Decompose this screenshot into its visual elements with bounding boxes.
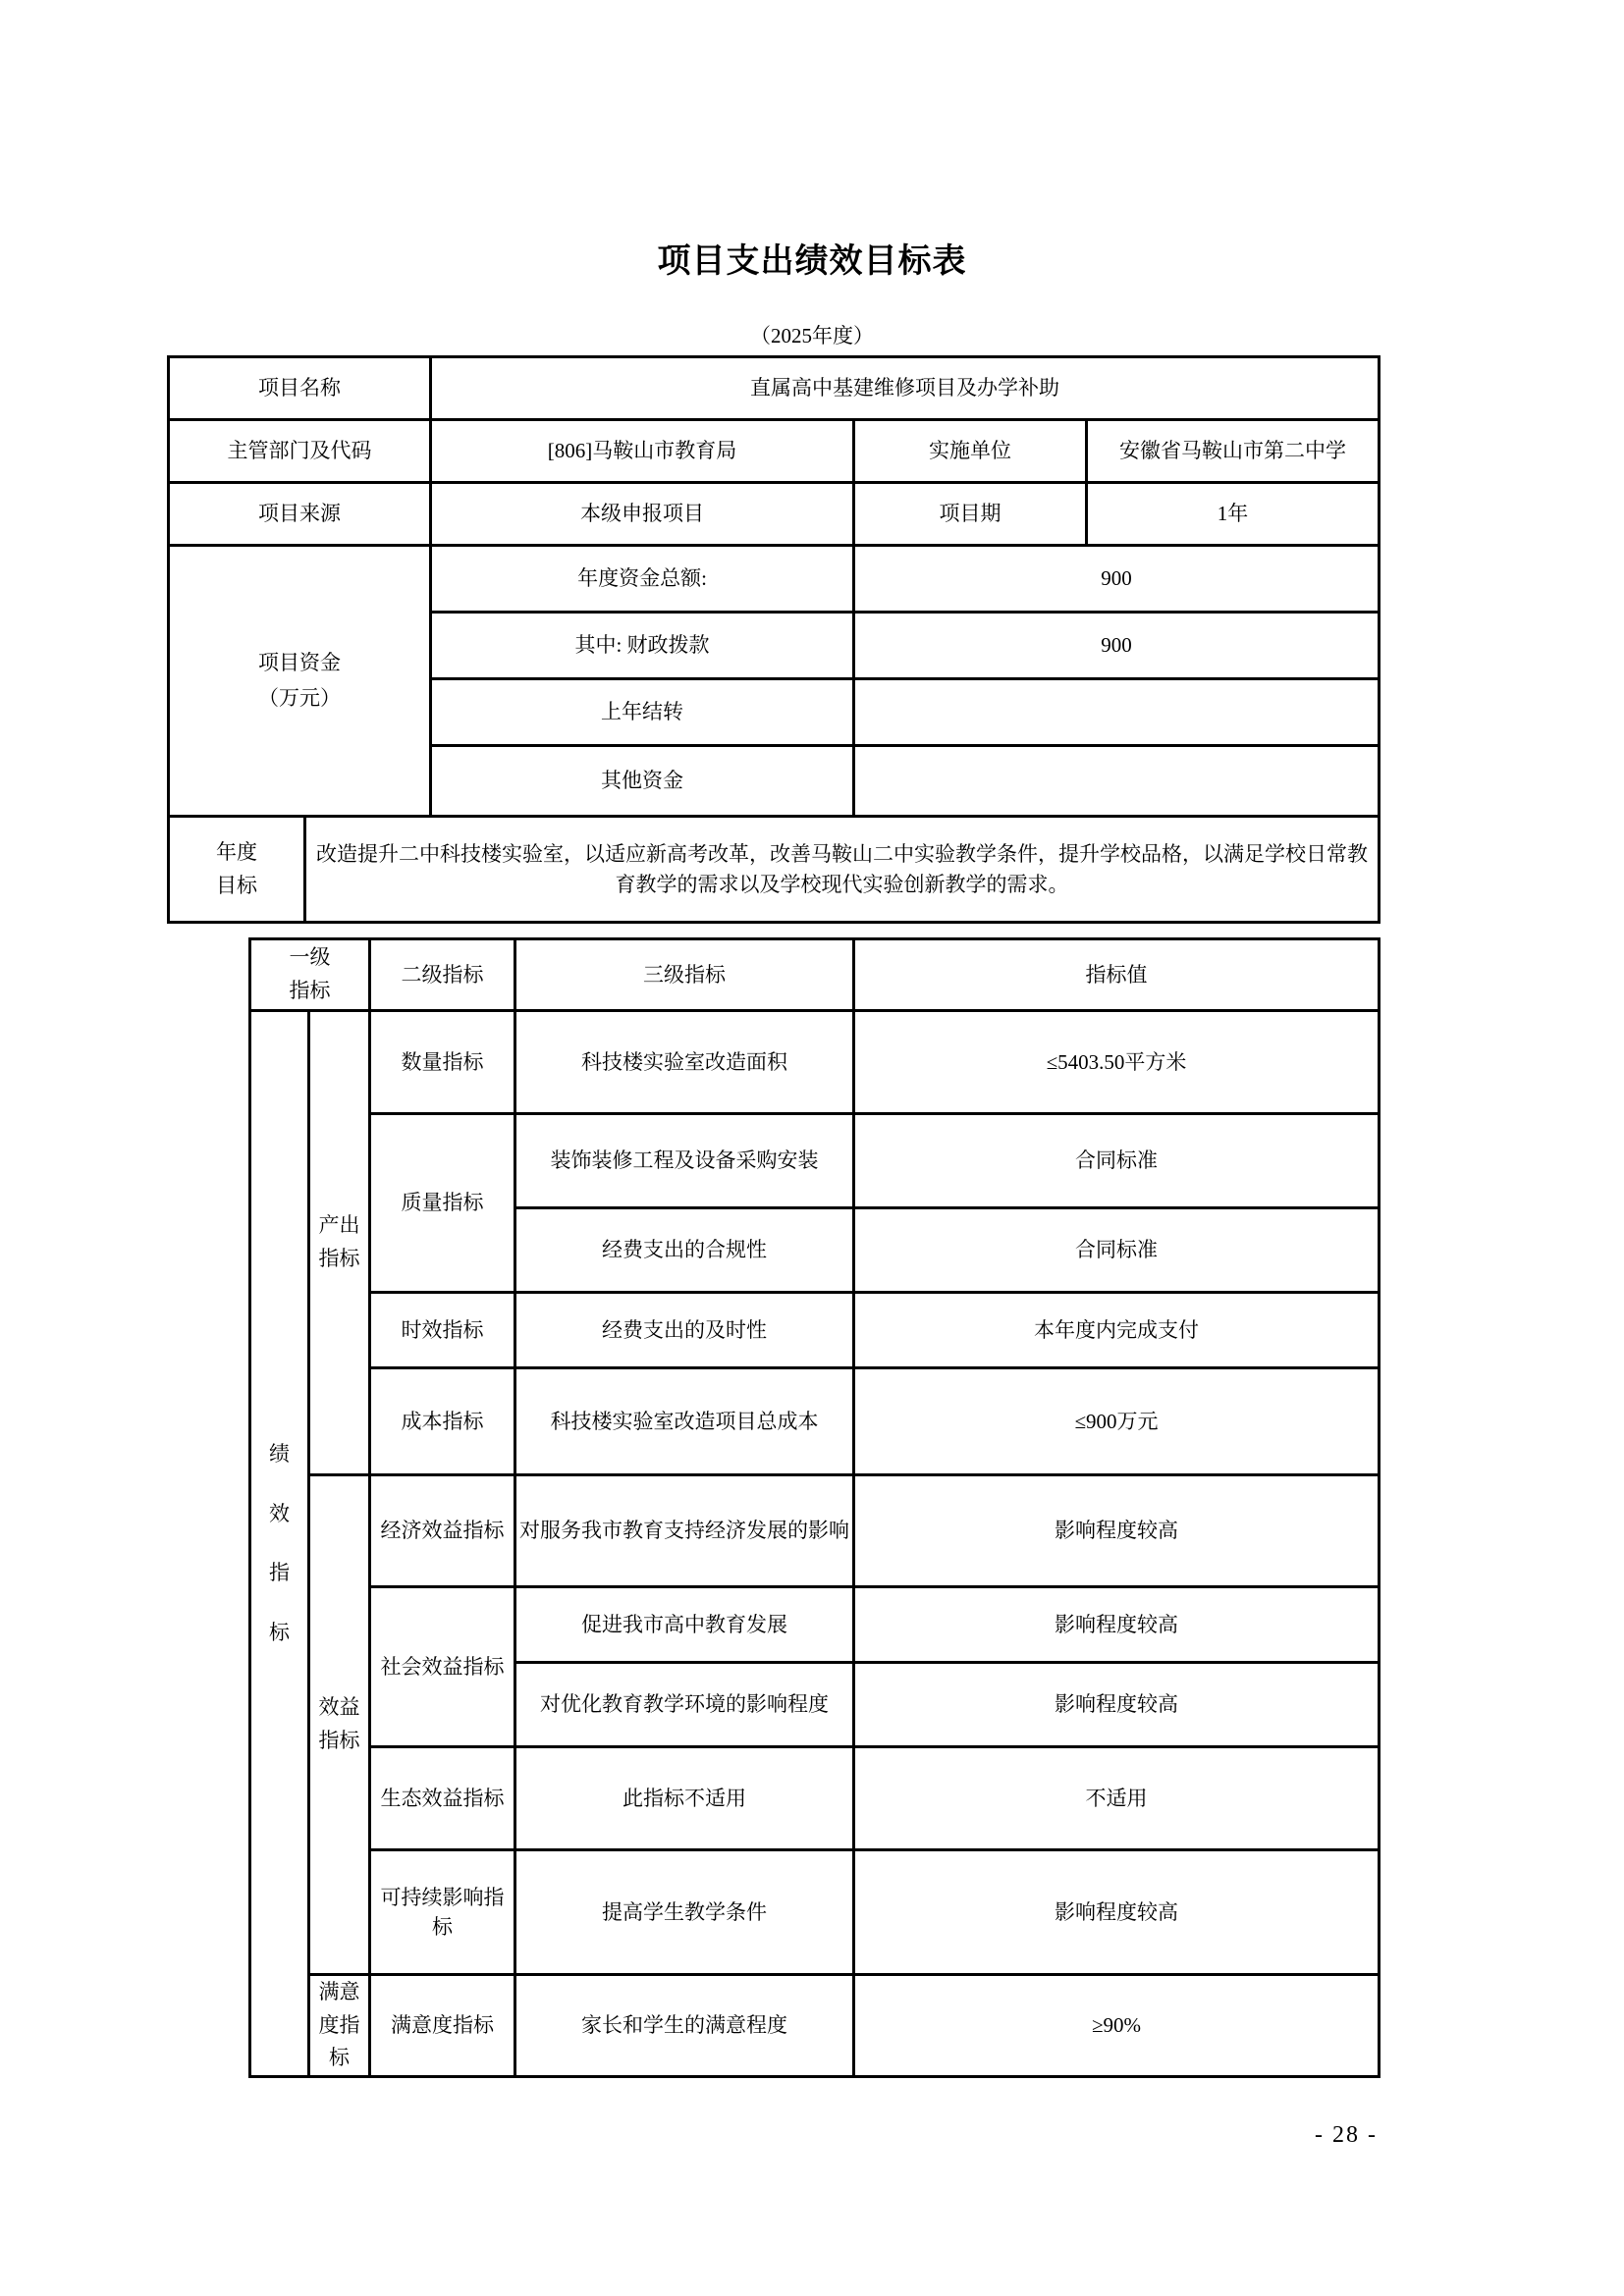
- header-level1-text: 一级指标: [289, 945, 331, 1002]
- funding-label-line2: （万元）: [258, 685, 341, 710]
- funding-label-line1: 项目资金: [258, 650, 341, 674]
- level2-cell: 生态效益指标: [370, 1747, 515, 1850]
- level3-cell: 科技楼实验室改造项目总成本: [515, 1368, 854, 1475]
- value-cell: 合同标准: [854, 1114, 1380, 1208]
- document-title: 项目支出绩效目标表: [657, 242, 967, 280]
- level3-cell: 对优化教育教学环境的影响程度: [515, 1663, 854, 1747]
- department-label: 主管部门及代码: [169, 420, 431, 483]
- group-benefit: [309, 1475, 370, 1975]
- performance-indicator-text: 绩效指标: [269, 1441, 290, 1645]
- row-project-name: [169, 357, 1380, 420]
- annual-goal-label: [169, 817, 305, 923]
- implement-unit-value: 安徽省马鞍山市第二中学: [1087, 420, 1380, 483]
- annual-goal-text: 改造提升二中科技楼实验室，以适应新高考改革，改善马鞍山二中实验教学条件，提升学校品格，以满足学校日常教育教学的需求以及学校现代实验创新教学的需求。: [305, 817, 1380, 923]
- indicator-row-cost: [250, 1368, 1380, 1475]
- level3-cell: 此指标不适用: [515, 1747, 854, 1850]
- department-value: [806]马鞍山市教育局: [431, 420, 854, 483]
- header-value: 指标值: [854, 939, 1380, 1011]
- row-annual-goal: [169, 817, 1380, 923]
- value-cell: 影响程度较高: [854, 1587, 1380, 1663]
- value-cell: 本年度内完成支付: [854, 1293, 1380, 1368]
- indicator-row-satisfaction: [250, 1975, 1380, 2077]
- project-period-label: 项目期: [854, 483, 1087, 546]
- level3-cell: 促进我市高中教育发展: [515, 1587, 854, 1663]
- level2-cell: 时效指标: [370, 1293, 515, 1368]
- group-output: [309, 1011, 370, 1475]
- indicator-row-social-1: [250, 1587, 1380, 1663]
- funding-other-value: [854, 746, 1380, 817]
- performance-indicator-spanner: [250, 1011, 309, 2077]
- funding-total-value: 900: [854, 546, 1380, 613]
- project-period-value: 1年: [1087, 483, 1380, 546]
- level2-cell: 社会效益指标: [370, 1587, 515, 1747]
- funding-total-label: 年度资金总额:: [431, 546, 854, 613]
- indicators-header-row: [250, 939, 1380, 1011]
- group-benefit-text: 效益指标: [318, 1695, 360, 1752]
- level2-cell: 数量指标: [370, 1011, 515, 1114]
- value-cell: 影响程度较高: [854, 1850, 1380, 1975]
- funding-fiscal-label: 其中: 财政拨款: [431, 613, 854, 679]
- level2-cell: 可持续影响指标: [370, 1850, 515, 1975]
- group-satisfaction: [309, 1975, 370, 2077]
- group-satisfaction-text: 满意度指标: [318, 1980, 360, 2070]
- indicator-row-quality-1: [250, 1114, 1380, 1208]
- indicator-row-economic: [250, 1475, 1380, 1587]
- implement-unit-label: 实施单位: [854, 420, 1087, 483]
- annual-goal-label-text: 年度目标: [216, 839, 257, 897]
- level3-cell: 经费支出的合规性: [515, 1208, 854, 1293]
- funding-other-label: 其他资金: [431, 746, 854, 817]
- value-cell: ≤5403.50平方米: [854, 1011, 1380, 1114]
- value-cell: 影响程度较高: [854, 1475, 1380, 1587]
- value-cell: ≤900万元: [854, 1368, 1380, 1475]
- page-number: - 28 -: [1315, 2122, 1378, 2148]
- row-project-source: [169, 483, 1380, 546]
- indicator-row-quantity: [250, 1011, 1380, 1114]
- group-output-text: 产出指标: [318, 1213, 360, 1270]
- value-cell: 影响程度较高: [854, 1663, 1380, 1747]
- indicator-row-ecological: [250, 1747, 1380, 1850]
- project-info-table: [167, 355, 1380, 924]
- level3-cell: 提高学生教学条件: [515, 1850, 854, 1975]
- funding-label: [169, 546, 431, 817]
- level3-cell: 家长和学生的满意程度: [515, 1975, 854, 2077]
- level3-cell: 经费支出的及时性: [515, 1293, 854, 1368]
- level3-cell: 对服务我市教育支持经济发展的影响: [515, 1475, 854, 1587]
- project-name-label: 项目名称: [169, 357, 431, 420]
- header-level1: [250, 939, 370, 1011]
- project-name-value: 直属高中基建维修项目及办学补助: [431, 357, 1380, 420]
- funding-fiscal-value: 900: [854, 613, 1380, 679]
- indicator-row-timeliness: [250, 1293, 1380, 1368]
- value-cell: 不适用: [854, 1747, 1380, 1850]
- funding-carryover-value: [854, 679, 1380, 746]
- level2-cell: 质量指标: [370, 1114, 515, 1293]
- funding-carryover-label: 上年结转: [431, 679, 854, 746]
- header-level3: 三级指标: [515, 939, 854, 1011]
- indicators-table: [248, 937, 1380, 2078]
- value-cell: ≥90%: [854, 1975, 1380, 2077]
- level2-cell: 成本指标: [370, 1368, 515, 1475]
- project-source-value: 本级申报项目: [431, 483, 854, 546]
- header-level2: 二级指标: [370, 939, 515, 1011]
- level3-cell: 科技楼实验室改造面积: [515, 1011, 854, 1114]
- document-subtitle: （2025年度）: [750, 324, 874, 347]
- level3-cell: 装饰装修工程及设备采购安装: [515, 1114, 854, 1208]
- row-funding-total: [169, 546, 1380, 613]
- row-department: [169, 420, 1380, 483]
- level2-cell: 满意度指标: [370, 1975, 515, 2077]
- level2-cell: 经济效益指标: [370, 1475, 515, 1587]
- project-source-label: 项目来源: [169, 483, 431, 546]
- value-cell: 合同标准: [854, 1208, 1380, 1293]
- indicator-row-sustainability: [250, 1850, 1380, 1975]
